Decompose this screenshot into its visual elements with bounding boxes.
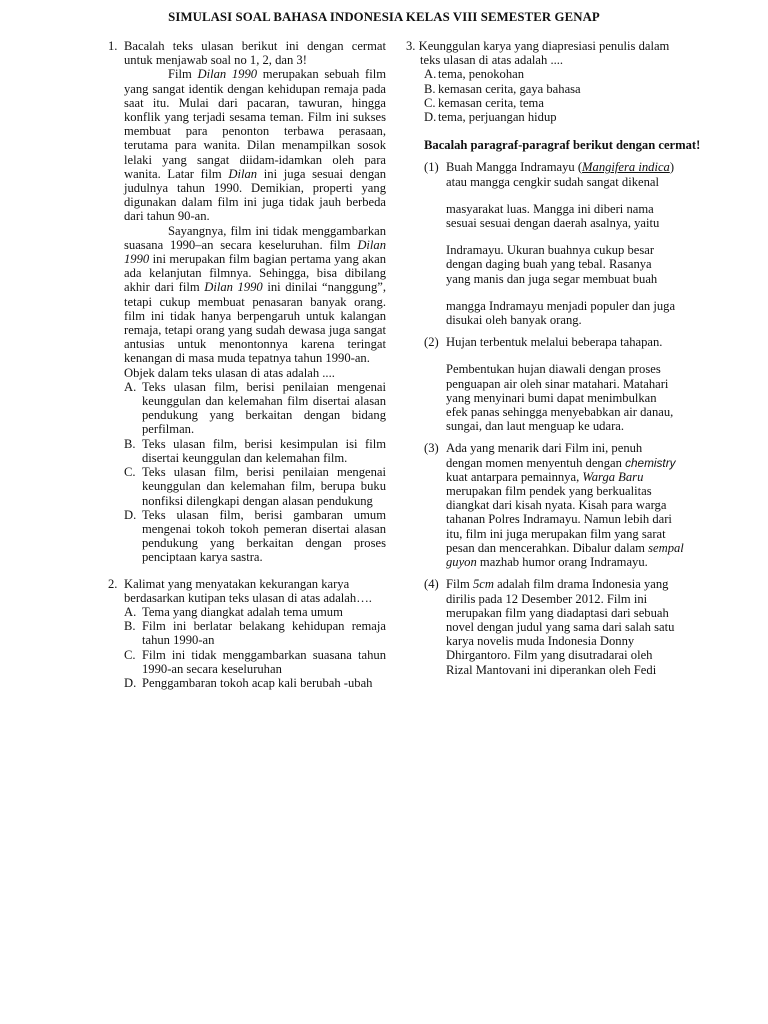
film-title: Dilan 1990 bbox=[124, 237, 386, 267]
item-line: Dhirgantoro. Film yang disutradarai oleh bbox=[446, 648, 653, 663]
item-line: dirilis pada 12 Desember 2012. Film ini bbox=[446, 591, 648, 606]
item-line: disukai oleh banyak orang. bbox=[446, 313, 582, 328]
item-line: novel dengan judul yang sama dari salah satu bbox=[446, 619, 675, 634]
item-line: Ada yang menarik dari Film ini, penuh bbox=[446, 441, 643, 456]
paragraph-item-1 bbox=[424, 160, 708, 327]
option-letter: B. bbox=[124, 436, 136, 451]
left-column bbox=[108, 39, 386, 690]
option-c[interactable] bbox=[124, 648, 386, 676]
item-line: itu, film ini juga merupakan film yang sarat bbox=[446, 526, 666, 541]
question-1-options bbox=[124, 380, 386, 565]
option-letter: C. bbox=[124, 647, 136, 662]
option-letter: A. bbox=[424, 67, 437, 82]
question-1 bbox=[108, 39, 386, 565]
item-number: (2) bbox=[424, 335, 439, 350]
item-line: Film 5cm adalah film drama Indonesia yang bbox=[446, 577, 669, 592]
item-number: (1) bbox=[424, 160, 439, 175]
option-text: tema, penokohan bbox=[438, 67, 525, 82]
question-3-prompt: 3. Keunggulan karya yang diapresiasi penulis dalam bbox=[406, 39, 670, 53]
question-3 bbox=[406, 39, 704, 124]
option-b[interactable] bbox=[124, 437, 386, 465]
question-2-options bbox=[124, 605, 386, 690]
option-c[interactable] bbox=[124, 465, 386, 508]
option-b[interactable] bbox=[406, 82, 704, 96]
question-2-number: 2. bbox=[108, 576, 118, 591]
item-line: guyon mazhab humor orang Indramayu. bbox=[446, 555, 648, 570]
item-line: sesuai sesuai dengan daerah asalnya, yaitu bbox=[446, 216, 660, 231]
italic-term: guyon bbox=[446, 555, 477, 570]
item-line: sungai, dan laut menguap ke udara. bbox=[446, 419, 625, 434]
item-line: merupakan film yang diadaptasi dari sebuah bbox=[446, 605, 669, 620]
item-line: merupakan film pendek yang berkualitas bbox=[446, 484, 652, 499]
option-text: Film ini tidak menggambarkan suasana tahun 1990-an secara keseluruhan bbox=[142, 647, 386, 676]
item-line: tahanan Polres Indramayu. Namun lebih dari bbox=[446, 512, 672, 527]
option-text: Teks ulasan film, berisi penilaian mengenai keunggulan dan kelemahan film, berupa buku nonfiksi dilengkapi dengan alasan pendukung bbox=[142, 465, 386, 508]
review-paragraph-1: Film Dilan 1990 merupakan sebuah film yang sangat identik dengan kehidupan remaja pada saat itu. Mulai dari pacaran, tawuran, hingga konflik yang terjadi sesama teman. Film ini sukses membuat para penonton terbawa perasaan, terutama para wanita. Dilan menampilkan sosok lelaki yang sangat diidam-idamkan oleh para wanita. Latar film Dilan ini juga sesuai dengan judulnya tahun 1990. Demikian, properti yang digunakan dalam film ini juga tidak jauh berbeda dari tahun 90-an. bbox=[124, 67, 387, 224]
option-letter: B. bbox=[424, 81, 436, 96]
option-text: tema, perjuangan hidup bbox=[438, 110, 557, 125]
option-letter: D. bbox=[124, 507, 137, 522]
question-2 bbox=[108, 577, 386, 691]
latin-name: Mangifera indica bbox=[582, 160, 670, 175]
question-1-number: 1. bbox=[108, 39, 118, 53]
option-text: Tema yang diangkat adalah tema umum bbox=[142, 604, 343, 619]
page-title: SIMULASI SOAL BAHASA INDONESIA KELAS VIII SEMESTER GENAP bbox=[168, 10, 600, 24]
item-line: dengan daging buah yang tebal. Rasanya bbox=[446, 257, 652, 272]
item-line: atau mangga cengkir sudah sangat dikenal bbox=[446, 174, 659, 189]
item-line: masyarakat luas. Mangga ini diberi nama bbox=[446, 201, 654, 216]
option-text: Teks ulasan film, berisi gambaran umum mengenai tokoh tokoh pemeran disertai alasan pendukung yang berkaitan dengan proses penciptaan karya sastra. bbox=[142, 507, 386, 565]
question-3-options bbox=[406, 67, 704, 124]
option-d[interactable] bbox=[406, 110, 704, 124]
item-line: Pembentukan hujan diawali dengan proses bbox=[446, 362, 661, 377]
option-letter: C. bbox=[124, 465, 136, 480]
item-line: dengan momen menyentuh dengan chemistry bbox=[446, 455, 676, 470]
option-text: Teks ulasan film, berisi penilaian mengenai keunggulan dan kelemahan film disertai alasan pendukung yang berkaitan dengan bidang perfilman. bbox=[142, 379, 386, 437]
option-d[interactable] bbox=[124, 676, 386, 690]
option-letter: B. bbox=[124, 619, 136, 634]
item-line: kuat antarpara pemainnya, Warga Baru bbox=[446, 469, 644, 484]
right-column bbox=[406, 39, 704, 677]
question-2-prompt: Kalimat yang menyatakan kekurangan karya berdasarkan kutipan teks ulasan di atas adalah…. bbox=[124, 576, 372, 605]
option-text: kemasan cerita, gaya bahasa bbox=[438, 81, 581, 96]
review-paragraph-2: Sayangnya, film ini tidak menggambarkan suasana 1990–an secara keseluruhan. film Dilan 1990 ini merupakan film bagian pertama yang akan ada kelanjutan filmnya. Sehingga, bisa dibilang akhir dari film Dilan 1990 ini dinilai “nanggung”, tetapi cukup membuat penasaran banyak orang. film ini tidak hanya berpengaruh untuk kalangan remaja, tetapi orang yang sudah dewasa juga sangat antusias untuk menontonnya karena teringat kenangan di masa muda tepatnya tahun 1990-an. bbox=[124, 223, 387, 366]
option-text: Film ini berlatar belakang kehidupan remaja tahun 1990-an bbox=[142, 619, 386, 648]
paragraph-item-4 bbox=[424, 577, 708, 676]
film-title: Warga Baru bbox=[582, 469, 644, 484]
item-line: Hujan terbentuk melalui beberapa tahapan. bbox=[446, 335, 663, 350]
item-line: yang manis dan juga segar membuat buah bbox=[446, 271, 658, 286]
option-text: Teks ulasan film, berisi kesimpulan isi film disertai keunggulan dan kelemahan film. bbox=[142, 436, 386, 465]
film-title: Dilan 1990 bbox=[197, 67, 258, 82]
item-line: mangga Indramayu menjadi populer dan juga bbox=[446, 298, 676, 313]
option-letter: A. bbox=[124, 379, 137, 394]
item-line: efek panas sehingga menyebabkan air danau, bbox=[446, 405, 674, 420]
item-line: Rizal Mantovani ini diperankan oleh Fedi bbox=[446, 662, 657, 677]
option-letter: D. bbox=[424, 110, 437, 125]
item-number: (4) bbox=[424, 577, 439, 592]
option-letter: D. bbox=[124, 675, 137, 690]
paragraph-item-3 bbox=[424, 441, 708, 569]
paragraph-item-2 bbox=[424, 335, 708, 433]
item-line: pesan dan mencerahkan. Dibalur dalam sempal bbox=[446, 540, 684, 555]
film-title: Dilan bbox=[228, 166, 258, 181]
option-text: kemasan cerita, tema bbox=[438, 95, 544, 110]
item-line: diangkat dari kisah nyata. Kisah para warga bbox=[446, 498, 667, 513]
option-letter: A. bbox=[124, 604, 137, 619]
film-title: 5cm bbox=[472, 577, 494, 592]
question-3-prompt-cont: teks ulasan di atas adalah .... bbox=[420, 53, 564, 68]
item-line: Indramayu. Ukuran buahnya cukup besar bbox=[446, 243, 655, 258]
option-text: Penggambaran tokoh acap kali berubah -ubah bbox=[142, 675, 373, 690]
option-b[interactable] bbox=[124, 619, 386, 647]
instruction-heading: Bacalah paragraf-paragraf berikut dengan cermat! bbox=[424, 138, 701, 153]
option-a[interactable] bbox=[406, 67, 704, 81]
italic-term: chemistry bbox=[625, 455, 676, 470]
item-number: (3) bbox=[424, 441, 439, 456]
option-letter: C. bbox=[424, 95, 436, 110]
option-a[interactable] bbox=[124, 605, 386, 619]
item-line: karya novelis muda Indonesia Donny bbox=[446, 634, 635, 649]
item-line: Buah Mangga Indramayu (Mangifera indica) bbox=[446, 160, 675, 175]
item-line: penguapan air oleh sinar matahari. Matahari bbox=[446, 376, 669, 391]
item-line: yang menyinari bumi dapat menimbulkan bbox=[446, 390, 657, 405]
film-title: Dilan 1990 bbox=[204, 280, 263, 295]
question-1-text: Objek dalam teks ulasan di atas adalah .... bbox=[124, 365, 335, 380]
italic-term: sempal bbox=[648, 540, 684, 555]
option-a[interactable] bbox=[124, 380, 386, 437]
question-1-prompt: Bacalah teks ulasan berikut ini dengan cermat untuk menjawab soal no 1, 2, dan 3! bbox=[124, 39, 386, 68]
option-c[interactable] bbox=[406, 96, 704, 110]
option-d[interactable] bbox=[124, 508, 386, 565]
